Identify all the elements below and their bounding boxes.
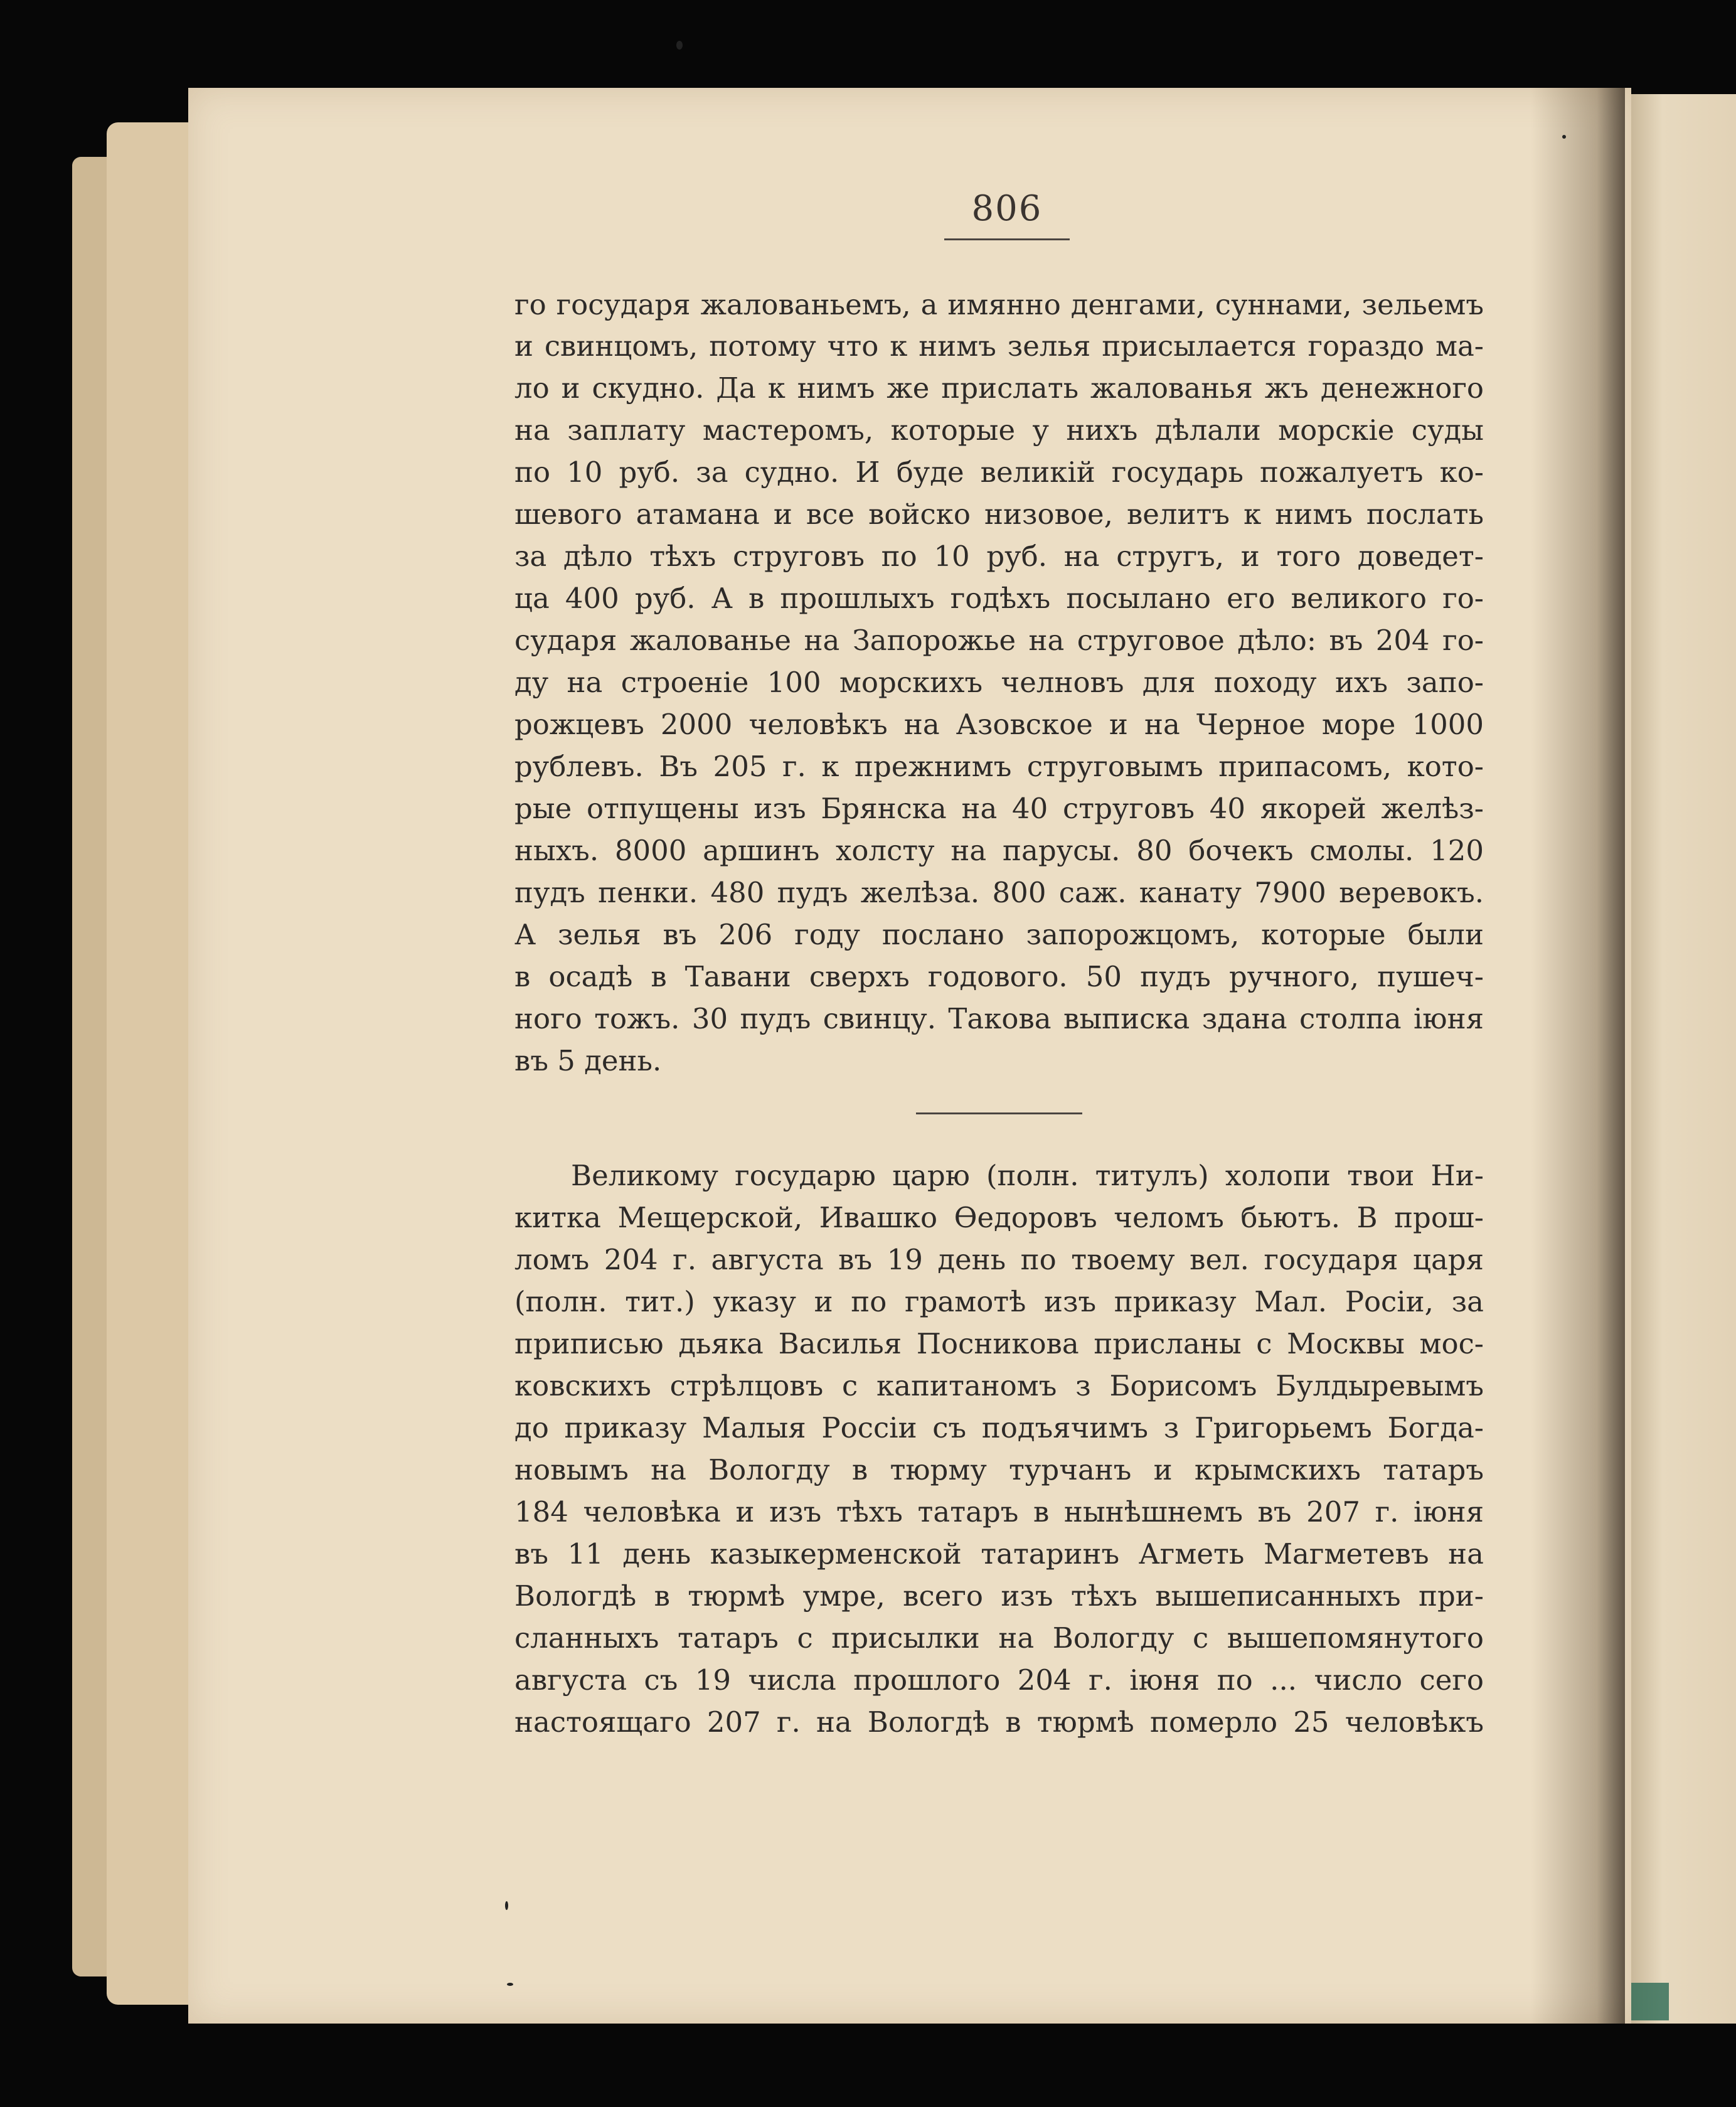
text-line: въ 5 день. [514,1044,662,1077]
text-line: до приказу Малыя Россіи съ подъячимъ з Григорьемъ Богда- [514,1411,1484,1444]
text-line: А зелья въ 206 году послано запорожцомъ, которые были [514,918,1484,951]
text-line: на заплату мастеромъ, которые у нихъ дѣлали морскіе суды [514,413,1484,447]
dust-speck [507,1983,513,1986]
text-line: ковскихъ стрѣлцовъ с капитаномъ з Борисомъ Булдыревымъ [514,1369,1484,1402]
text-line: пудъ пенки. 480 пудъ желѣза. 800 саж. канату 7900 веревокъ. [514,876,1484,909]
text-line: Великому государю царю (полн. титулъ) холопи твои Ни- [571,1159,1484,1192]
text-line: за дѣло тѣхъ струговъ по 10 руб. на стругъ, и того доведет- [514,540,1484,573]
text-line: ного тожъ. 30 пудъ свинцу. Такова выписка здана столпа іюня [514,1002,1484,1035]
text-line: (полн. тит.) указу и по грамотѣ изъ приказу Мал. Росіи, за [514,1285,1484,1318]
page-number-rule [944,238,1070,240]
text-line: ца 400 руб. А в прошлыхъ годѣхъ посылано его великого го- [514,582,1484,615]
dust-speck [1562,135,1566,139]
text-line: настоящаго 207 г. на Вологдѣ в тюрмѣ померло 25 человѣкъ [514,1705,1484,1739]
text-line: шевого атамана и все войско низовое, велитъ к нимъ послать [514,498,1484,531]
text-line: рожцевъ 2000 человѣкъ на Азовское и на Черное море 1000 [514,708,1484,741]
text-line: новымъ на Вологду в тюрму турчанъ и крымскихъ татаръ [514,1453,1484,1486]
spine-shadow [1531,88,1625,2024]
section-divider [916,1112,1082,1114]
text-line: сударя жалованье на Запорожье на струговое дѣло: въ 204 го- [514,624,1484,657]
text-line: рые отпущены изъ Брянска на 40 струговъ 40 якорей желѣз- [514,792,1484,825]
text-line: в осадѣ в Тавани сверхъ годового. 50 пудъ ручного, пушеч- [514,960,1484,993]
text-line: ныхъ. 8000 аршинъ холсту на парусы. 80 бочекъ смолы. 120 [514,834,1484,867]
text-line: ду на строеніе 100 морскихъ челновъ для походу ихъ запо- [514,666,1484,699]
text-line: го государя жалованьемъ, а имянно денгами, суннами, зельемъ [514,288,1484,321]
cloth-binding-corner [1631,1983,1669,2020]
page-number: 806 [971,188,1043,229]
text-line: по 10 руб. за судно. И буде великій государь пожалуетъ ко- [514,456,1484,489]
text-line: приписью дьяка Василья Посникова присланы с Москвы мос- [514,1327,1484,1360]
dust-speck [505,1901,508,1910]
text-line: и свинцомъ, потому что к нимъ зелья присылается гораздо ма- [514,329,1484,363]
text-line: августа съ 19 числа прошлого 204 г. іюня по ... число сего [514,1663,1484,1697]
text-line: ло и скудно. Да к нимъ же прислать жалованья жъ денежного [514,371,1484,405]
text-line: рублевъ. Въ 205 г. к прежнимъ струговымъ припасомъ, кото- [514,750,1484,783]
text-line: Вологдѣ в тюрмѣ умре, всего изъ тѣхъ вышеписанныхъ при- [514,1579,1484,1613]
dust-speck [676,41,683,50]
text-line: сланныхъ татаръ с присылки на Вологду с вышепомянутого [514,1621,1484,1655]
text-line: 184 человѣка и изъ тѣхъ татаръ в нынѣшнемъ въ 207 г. іюня [514,1495,1484,1528]
text-line: китка Мещерской, Ивашко Ѳедоровъ челомъ бьютъ. В прош- [514,1201,1484,1234]
text-line: ломъ 204 г. августа въ 19 день по твоему вел. государя царя [514,1243,1484,1276]
text-line: въ 11 день казыкерменской татаринъ Агметь Магметевъ на [514,1537,1484,1571]
